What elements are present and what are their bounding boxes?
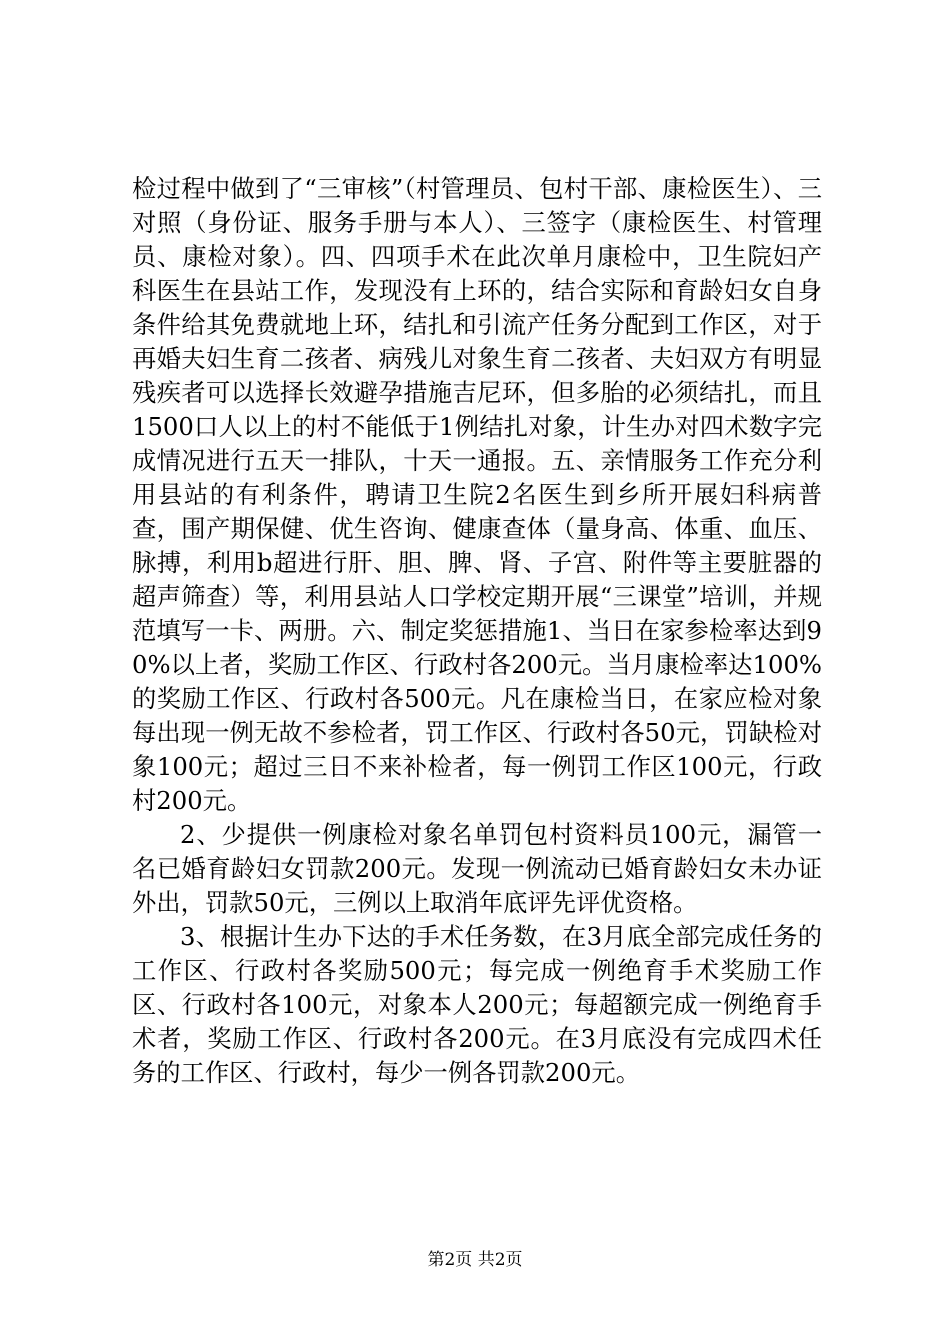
paragraph-continuation: 检过程中做到了“三审核”（村管理员、包村干部、康检医生）、三对照（身份证、服务手册与本人）、三签字（康检医生、村管理员、康检对象）。四、四项手术在此次单月康检中，卫生院妇产科医生在县站工作，发现没有上环的，结合实际和育龄妇女自身条件给其免费就地上环，结扎和引流产任务分配到工作区，对于再婚夫妇生育二孩者、病残儿对象生育二孩者、夫妇双方有明显残疾者可以选择长效避孕措施吉尼环，但多胎的必须结扎，而且1500口人以上的村不能低于1例结扎对象，计生办对四术数字完成情况进行五天一排队，十天一通报。五、亲情服务工作充分利用县站的有利条件，聘请卫生院2名医生到乡所开展妇科病普查，围产期保健、优生咨询、健康查体（量身高、体重、血压、脉搏，利用b超进行肝、胆、脾、肾、子宫、附件等主要脏器的超声筛查）等，利用县站人口学校定期开展“三课堂”培训，并规范填写一卡、两册。六、制定奖惩措施1、当日在家参检率达到90%以上者，奖励工作区、行政村各200元。当月康检率达100%的奖励工作区、行政村各500元。凡在康检当日，在家应检对象每出现一例无故不参检者，罚工作区、行政村各50元，罚缺检对象100元；超过三日不来补检者，每一例罚工作区100元，行政村200元。	[132, 174, 822, 815]
paragraph-item-3: 3、根据计生办下达的手术任务数，在3月底全部完成任务的工作区、行政村各奖励500元；每完成一例绝育手术奖励工作区、行政村各100元，对象本人200元；每超额完成一例绝育手术者，奖励工作区、行政村各200元。在3月底没有完成四术任务的工作区、行政村，每少一例各罚款200元。	[132, 922, 822, 1087]
paragraph-item-2: 2、少提供一例康检对象名单罚包村资料员100元，漏管一名已婚育龄妇女罚款200元。发现一例流动已婚育龄妇女未办证外出，罚款50元，三例以上取消年底评先评优资格。	[132, 820, 822, 917]
page-footer	[0, 1250, 950, 1270]
document-body	[132, 172, 822, 1090]
page-number-label: 第2页 共2页	[427, 1250, 523, 1270]
